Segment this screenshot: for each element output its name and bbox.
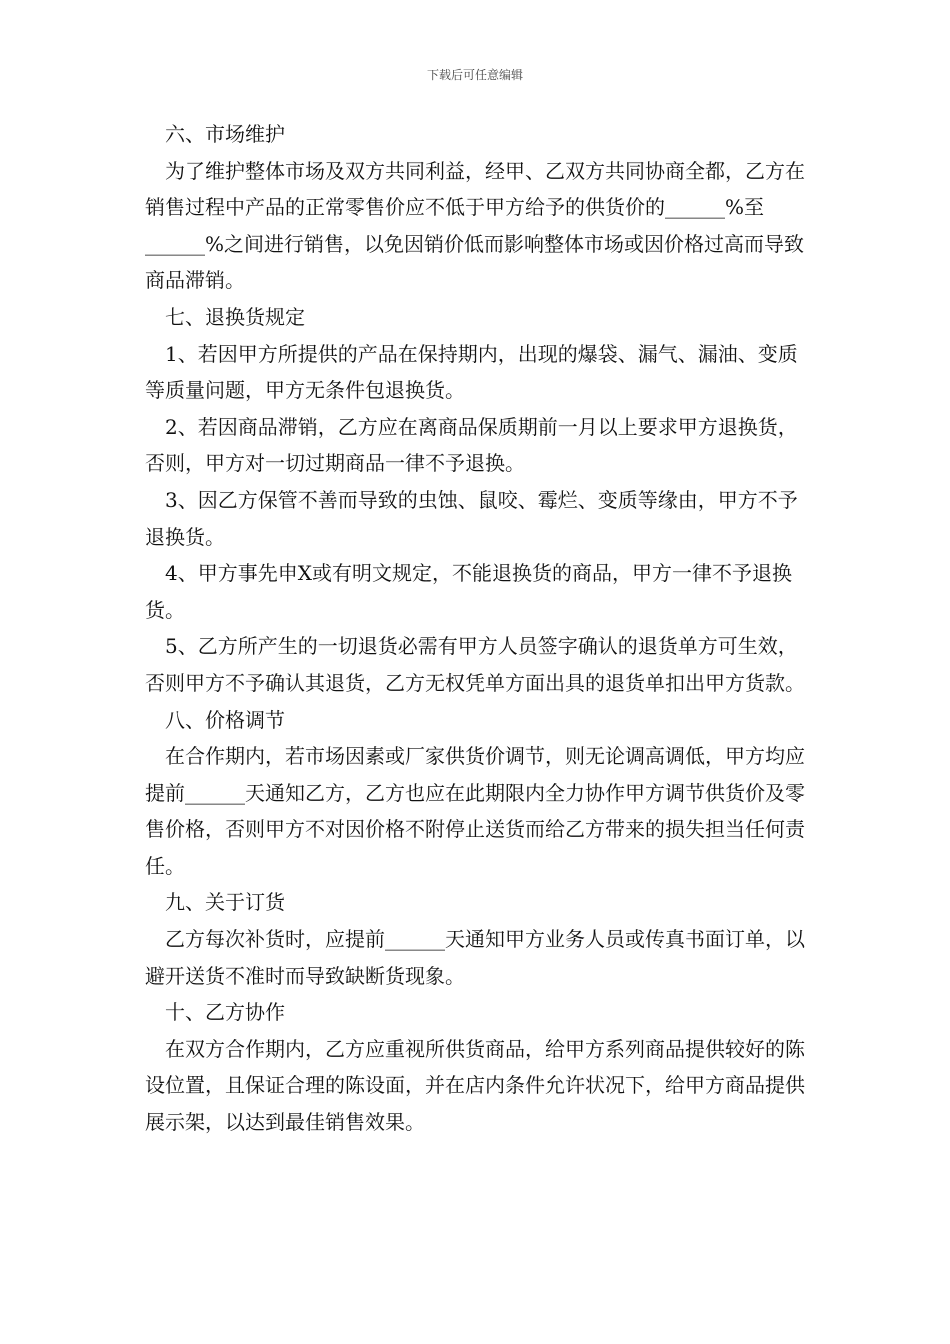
document-body — [145, 116, 810, 1141]
paragraph: 3、因乙方保管不善而导致的虫蚀、鼠咬、霉烂、变质等缘由，甲方不予退换货。 — [145, 487, 798, 549]
paragraph: 4、甲方事先申X或有明文规定，不能退换货的商品，甲方一律不予退换货。 — [145, 561, 792, 622]
section-heading-market: 六、市场维护 — [165, 122, 285, 146]
paragraph: 乙方每次补货时，应提前______天通知甲方业务人员或传真书面订单，以避开送货不准时而导致缺断货现象。 — [145, 927, 805, 988]
paragraph: 2、若因商品滞销，乙方应在离商品保质期前一月以上要求甲方退换货，否则，甲方对一切过期商品一律不予退换。 — [145, 414, 798, 476]
paragraph: 在双方合作期内，乙方应重视所供货商品，给甲方系列商品提供较好的陈设位置，且保证合理的陈设面，并在店内条件允许状况下，给甲方商品提供展示架，以达到最佳销售效果。 — [145, 1036, 805, 1135]
paragraph: 1、若因甲方所提供的产品在保持期内，出现的爆袋、漏气、漏油、变质等质量问题，甲方无条件包退换货。 — [145, 341, 798, 403]
page-header: 下载后可任意编辑 — [426, 68, 523, 82]
section-heading-ordering: 九、关于订货 — [165, 890, 285, 915]
section-heading-returns: 七、退换货规定 — [165, 304, 305, 329]
paragraph: 5、乙方所产生的一切退货必需有甲方人员签字确认的退货单方可生效，否则甲方不予确认其退货，乙方无权凭单方面出具的退货单扣出甲方货款。 — [145, 634, 805, 695]
section-heading-cooperation: 十、乙方协作 — [165, 1000, 285, 1025]
paragraph: 在合作期内，若市场因素或厂家供货价调节，则无论调高调低，甲方均应提前______天通知乙方，乙方也应在此期限内全力协作甲方调节供货价及零售价格，否则甲方不对因价格不附停止送货而给乙方带来的损失担当任何责任。 — [145, 744, 805, 878]
paragraph: 为了维护整体市场及双方共同利益，经甲、乙双方共同协商全都，乙方在销售过程中产品的正常零售价应不低于甲方给予的供货价的______%至______%之间进行销售，以免因销价低而影响整体市场或因价格过高而导致商品滞销。 — [145, 158, 805, 293]
section-heading-price: 八、价格调节 — [165, 707, 285, 732]
